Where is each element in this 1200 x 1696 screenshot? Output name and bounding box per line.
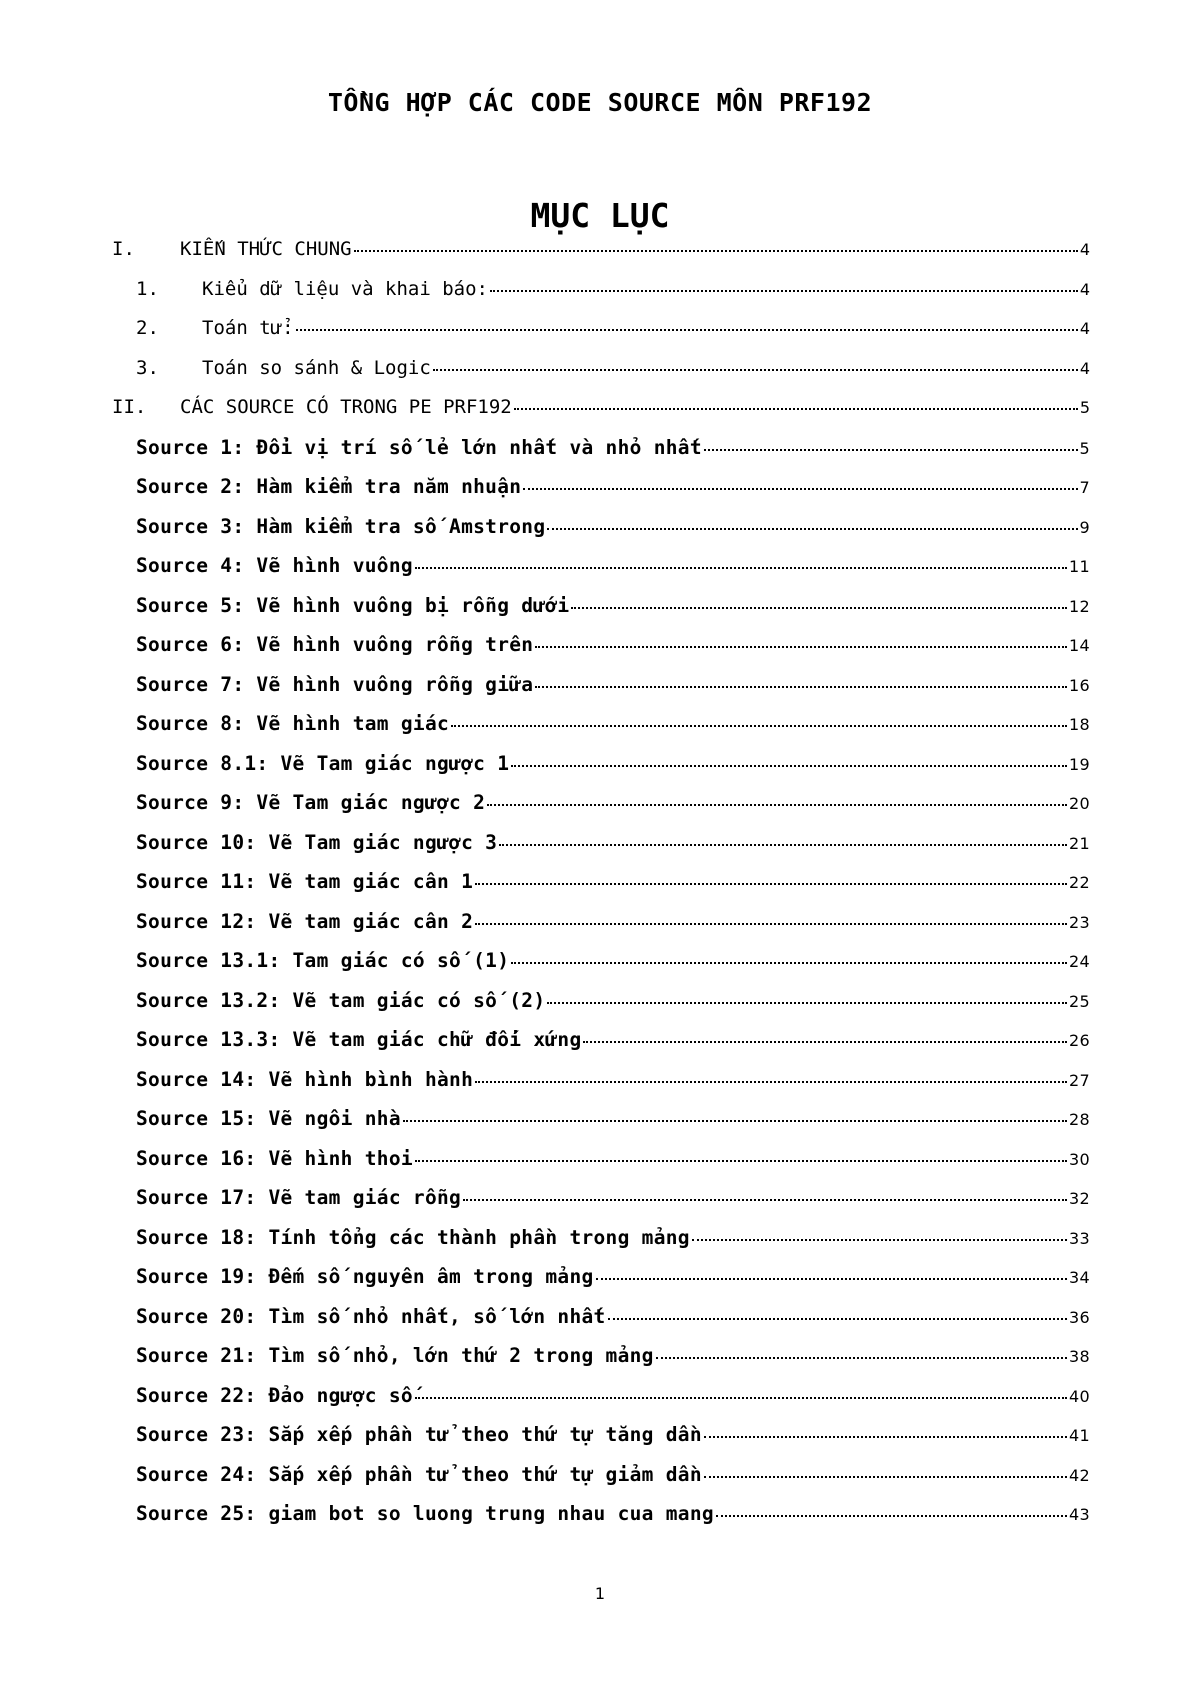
toc-entry-page: 5: [1079, 438, 1090, 458]
toc-entry-page: 42: [1069, 1465, 1090, 1485]
toc-entry-page: 20: [1069, 794, 1090, 813]
toc-entry-label: Source 9: Vẽ Tam giác ngược 2: [136, 791, 486, 814]
toc-entry[interactable]: [112, 791, 1090, 831]
toc-entry[interactable]: [112, 594, 1090, 634]
table-of-contents: [112, 238, 1090, 1542]
toc-dot-leader: [716, 1514, 1067, 1517]
toc-dot-leader: [403, 1119, 1067, 1122]
toc-entry-page: 4: [1079, 358, 1090, 378]
toc-entry-label: Kiểu dữ liệu và khai báo:: [202, 277, 488, 300]
toc-entry[interactable]: [112, 752, 1090, 792]
toc-entry-label: Source 24: Sắp xếp phần tử theo thứ tự giảm dần: [136, 1462, 702, 1486]
toc-entry[interactable]: [112, 238, 1090, 278]
toc-dot-leader: [475, 922, 1067, 925]
toc-entry[interactable]: [112, 1226, 1090, 1266]
toc-entry[interactable]: [112, 278, 1090, 318]
toc-dot-leader: [547, 527, 1077, 530]
toc-entry[interactable]: [112, 515, 1090, 555]
toc-entry[interactable]: [112, 554, 1090, 594]
toc-entry-page: 24: [1069, 952, 1090, 971]
toc-entry-label: Source 11: Vẽ tam giác cân 1: [136, 870, 474, 893]
toc-entry[interactable]: [112, 1107, 1090, 1147]
toc-entry-page: 40: [1069, 1386, 1090, 1406]
toc-dot-leader: [535, 685, 1067, 688]
toc-entry-label: Toán tử:: [202, 317, 294, 339]
toc-entry-label: Source 7: Vẽ hình vuông rỗng giữa: [136, 672, 534, 696]
toc-entry-label: CÁC SOURCE CÓ TRONG PE PRF192: [180, 396, 512, 418]
toc-dot-leader: [463, 1198, 1067, 1201]
toc-entry-page: 16: [1069, 675, 1090, 695]
toc-entry-label: Source 12: Vẽ tam giác cân 2: [136, 909, 474, 933]
toc-entry[interactable]: [112, 1463, 1090, 1503]
toc-entry-page: 30: [1069, 1149, 1090, 1169]
toc-entry-label: Source 8.1: Vẽ Tam giác ngược 1: [136, 751, 510, 775]
toc-entry[interactable]: [112, 673, 1090, 713]
toc-entry-page: 9: [1079, 517, 1090, 537]
toc-entry-number: II.: [112, 396, 147, 418]
toc-dot-leader: [704, 448, 1078, 451]
toc-entry[interactable]: [112, 831, 1090, 871]
toc-entry[interactable]: [112, 436, 1090, 476]
toc-entry-number: 1.: [136, 277, 159, 300]
toc-entry-page: 14: [1069, 636, 1090, 655]
toc-entry-page: 12: [1069, 596, 1090, 616]
toc-entry-page: 23: [1069, 912, 1090, 932]
toc-entry[interactable]: [112, 1186, 1090, 1226]
toc-dot-leader: [499, 843, 1067, 846]
toc-entry-label: Source 4: Vẽ hình vuông: [136, 554, 413, 577]
toc-entry-page: 18: [1069, 715, 1090, 734]
toc-dot-leader: [490, 289, 1078, 292]
toc-dot-leader: [535, 645, 1067, 648]
toc-entry[interactable]: [112, 1502, 1090, 1542]
toc-entry-label: Source 5: Vẽ hình vuông bị rỗng dưới: [136, 593, 570, 617]
toc-entry-page: 19: [1069, 754, 1090, 774]
toc-entry-label: KIẾN THỨC CHUNG: [180, 238, 352, 260]
toc-entry-page: 4: [1079, 319, 1090, 338]
toc-entry[interactable]: [112, 475, 1090, 515]
toc-entry-page: 5: [1079, 398, 1090, 417]
toc-dot-leader: [547, 1001, 1067, 1004]
toc-entry-number: 3.: [136, 356, 159, 379]
toc-entry[interactable]: [112, 1068, 1090, 1108]
toc-entry-page: 26: [1069, 1031, 1090, 1050]
toc-dot-leader: [487, 803, 1067, 806]
toc-entry-number: 2.: [136, 317, 159, 339]
toc-dot-leader: [704, 1435, 1067, 1438]
toc-entry[interactable]: [112, 1344, 1090, 1384]
toc-dot-leader: [354, 249, 1078, 252]
toc-entry-label: Source 13.2: Vẽ tam giác có số (2): [136, 988, 546, 1012]
toc-entry-page: 36: [1069, 1307, 1090, 1327]
toc-dot-leader: [571, 606, 1067, 609]
toc-entry-page: 38: [1069, 1347, 1090, 1366]
toc-entry-label: Source 25: giam bot so luong trung nhau cua mang: [136, 1502, 714, 1525]
toc-dot-leader: [608, 1317, 1067, 1320]
toc-entry-label: Source 13.3: Vẽ tam giác chữ đối xứng: [136, 1028, 582, 1051]
toc-dot-leader: [451, 724, 1067, 727]
toc-entry-label: Source 13.1: Tam giác có số (1): [136, 949, 510, 972]
toc-entry[interactable]: [112, 1384, 1090, 1424]
document-title: TỒNG HỢP CÁC CODE SOURCE MÔN PRF192: [327, 88, 873, 117]
toc-dot-leader: [475, 1080, 1067, 1083]
toc-entry-page: 28: [1069, 1110, 1090, 1129]
toc-entry[interactable]: [112, 1265, 1090, 1305]
toc-entry-number: I.: [112, 238, 135, 260]
toc-dot-leader: [523, 487, 1077, 490]
toc-entry[interactable]: [112, 910, 1090, 950]
toc-entry-page: 32: [1069, 1189, 1090, 1208]
toc-entry[interactable]: [112, 357, 1090, 397]
toc-entry-label: Source 2: Hàm kiểm tra năm nhuận: [136, 475, 522, 498]
toc-entry-label: Source 16: Vẽ hình thoi: [136, 1146, 413, 1170]
toc-dot-leader: [296, 328, 1078, 331]
toc-dot-leader: [415, 566, 1067, 569]
toc-entry[interactable]: [112, 712, 1090, 752]
toc-entry[interactable]: [112, 396, 1090, 436]
toc-entry-label: Source 23: Sắp xếp phần tử theo thứ tự tăng dần: [136, 1423, 702, 1446]
toc-entry[interactable]: [112, 989, 1090, 1029]
toc-heading: MỤC LỤC: [530, 196, 670, 235]
toc-entry-page: 34: [1069, 1268, 1090, 1287]
toc-entry-label: Source 17: Vẽ tam giác rỗng: [136, 1186, 462, 1209]
toc-entry-page: 4: [1079, 279, 1090, 299]
toc-entry-label: Source 18: Tính tổng các thành phần trong mảng: [136, 1225, 690, 1249]
toc-entry-page: 25: [1069, 991, 1090, 1011]
toc-entry-label: Source 8: Vẽ hình tam giác: [136, 712, 450, 735]
toc-entry-label: Source 10: Vẽ Tam giác ngược 3: [136, 830, 498, 854]
page-number: 1: [594, 1584, 606, 1603]
toc-entry[interactable]: [112, 317, 1090, 357]
toc-entry-page: 4: [1079, 240, 1090, 259]
toc-entry-label: Source 19: Đếm số nguyên âm trong mảng: [136, 1265, 594, 1288]
toc-dot-leader: [583, 1040, 1067, 1043]
toc-entry[interactable]: [112, 1305, 1090, 1345]
toc-dot-leader: [415, 1396, 1067, 1399]
toc-dot-leader: [475, 882, 1067, 885]
toc-entry-label: Source 22: Đảo ngược số: [136, 1383, 413, 1407]
toc-entry-page: 21: [1069, 833, 1090, 853]
toc-entry-label: Source 21: Tìm số nhỏ, lớn thứ 2 trong mảng: [136, 1344, 654, 1367]
toc-entry[interactable]: [112, 1028, 1090, 1068]
toc-dot-leader: [692, 1238, 1067, 1241]
toc-dot-leader: [511, 961, 1067, 964]
toc-entry-page: 43: [1069, 1505, 1090, 1524]
toc-entry[interactable]: [112, 949, 1090, 989]
toc-entry[interactable]: [112, 1423, 1090, 1463]
toc-entry-page: 33: [1069, 1228, 1090, 1248]
toc-entry-page: 41: [1069, 1426, 1090, 1445]
toc-entry-label: Source 3: Hàm kiểm tra số Amstrong: [136, 514, 546, 538]
toc-dot-leader: [511, 764, 1067, 767]
toc-entry-page: 11: [1069, 557, 1090, 576]
toc-entry-page: 7: [1079, 478, 1090, 497]
toc-entry[interactable]: [112, 870, 1090, 910]
toc-entry-label: Source 15: Vẽ ngôi nhà: [136, 1107, 401, 1130]
toc-entry-label: Source 1: Đổi vị trí số lẻ lớn nhất và nhỏ nhất: [136, 435, 702, 459]
toc-dot-leader: [514, 407, 1078, 410]
toc-entry-label: Source 14: Vẽ hình bình hành: [136, 1067, 474, 1091]
toc-entry-label: Source 20: Tìm số nhỏ nhất, số lớn nhất: [136, 1304, 606, 1328]
toc-entry[interactable]: [112, 1147, 1090, 1187]
toc-dot-leader: [704, 1475, 1067, 1478]
toc-entry-page: 27: [1069, 1070, 1090, 1090]
toc-dot-leader: [656, 1356, 1067, 1359]
toc-dot-leader: [433, 368, 1078, 371]
toc-entry-label: Toán so sánh & Logic: [202, 356, 431, 379]
toc-entry-label: Source 6: Vẽ hình vuông rỗng trên: [136, 633, 534, 656]
toc-entry-page: 22: [1069, 873, 1090, 892]
toc-entry[interactable]: [112, 633, 1090, 673]
toc-dot-leader: [596, 1277, 1068, 1280]
toc-dot-leader: [415, 1159, 1067, 1162]
